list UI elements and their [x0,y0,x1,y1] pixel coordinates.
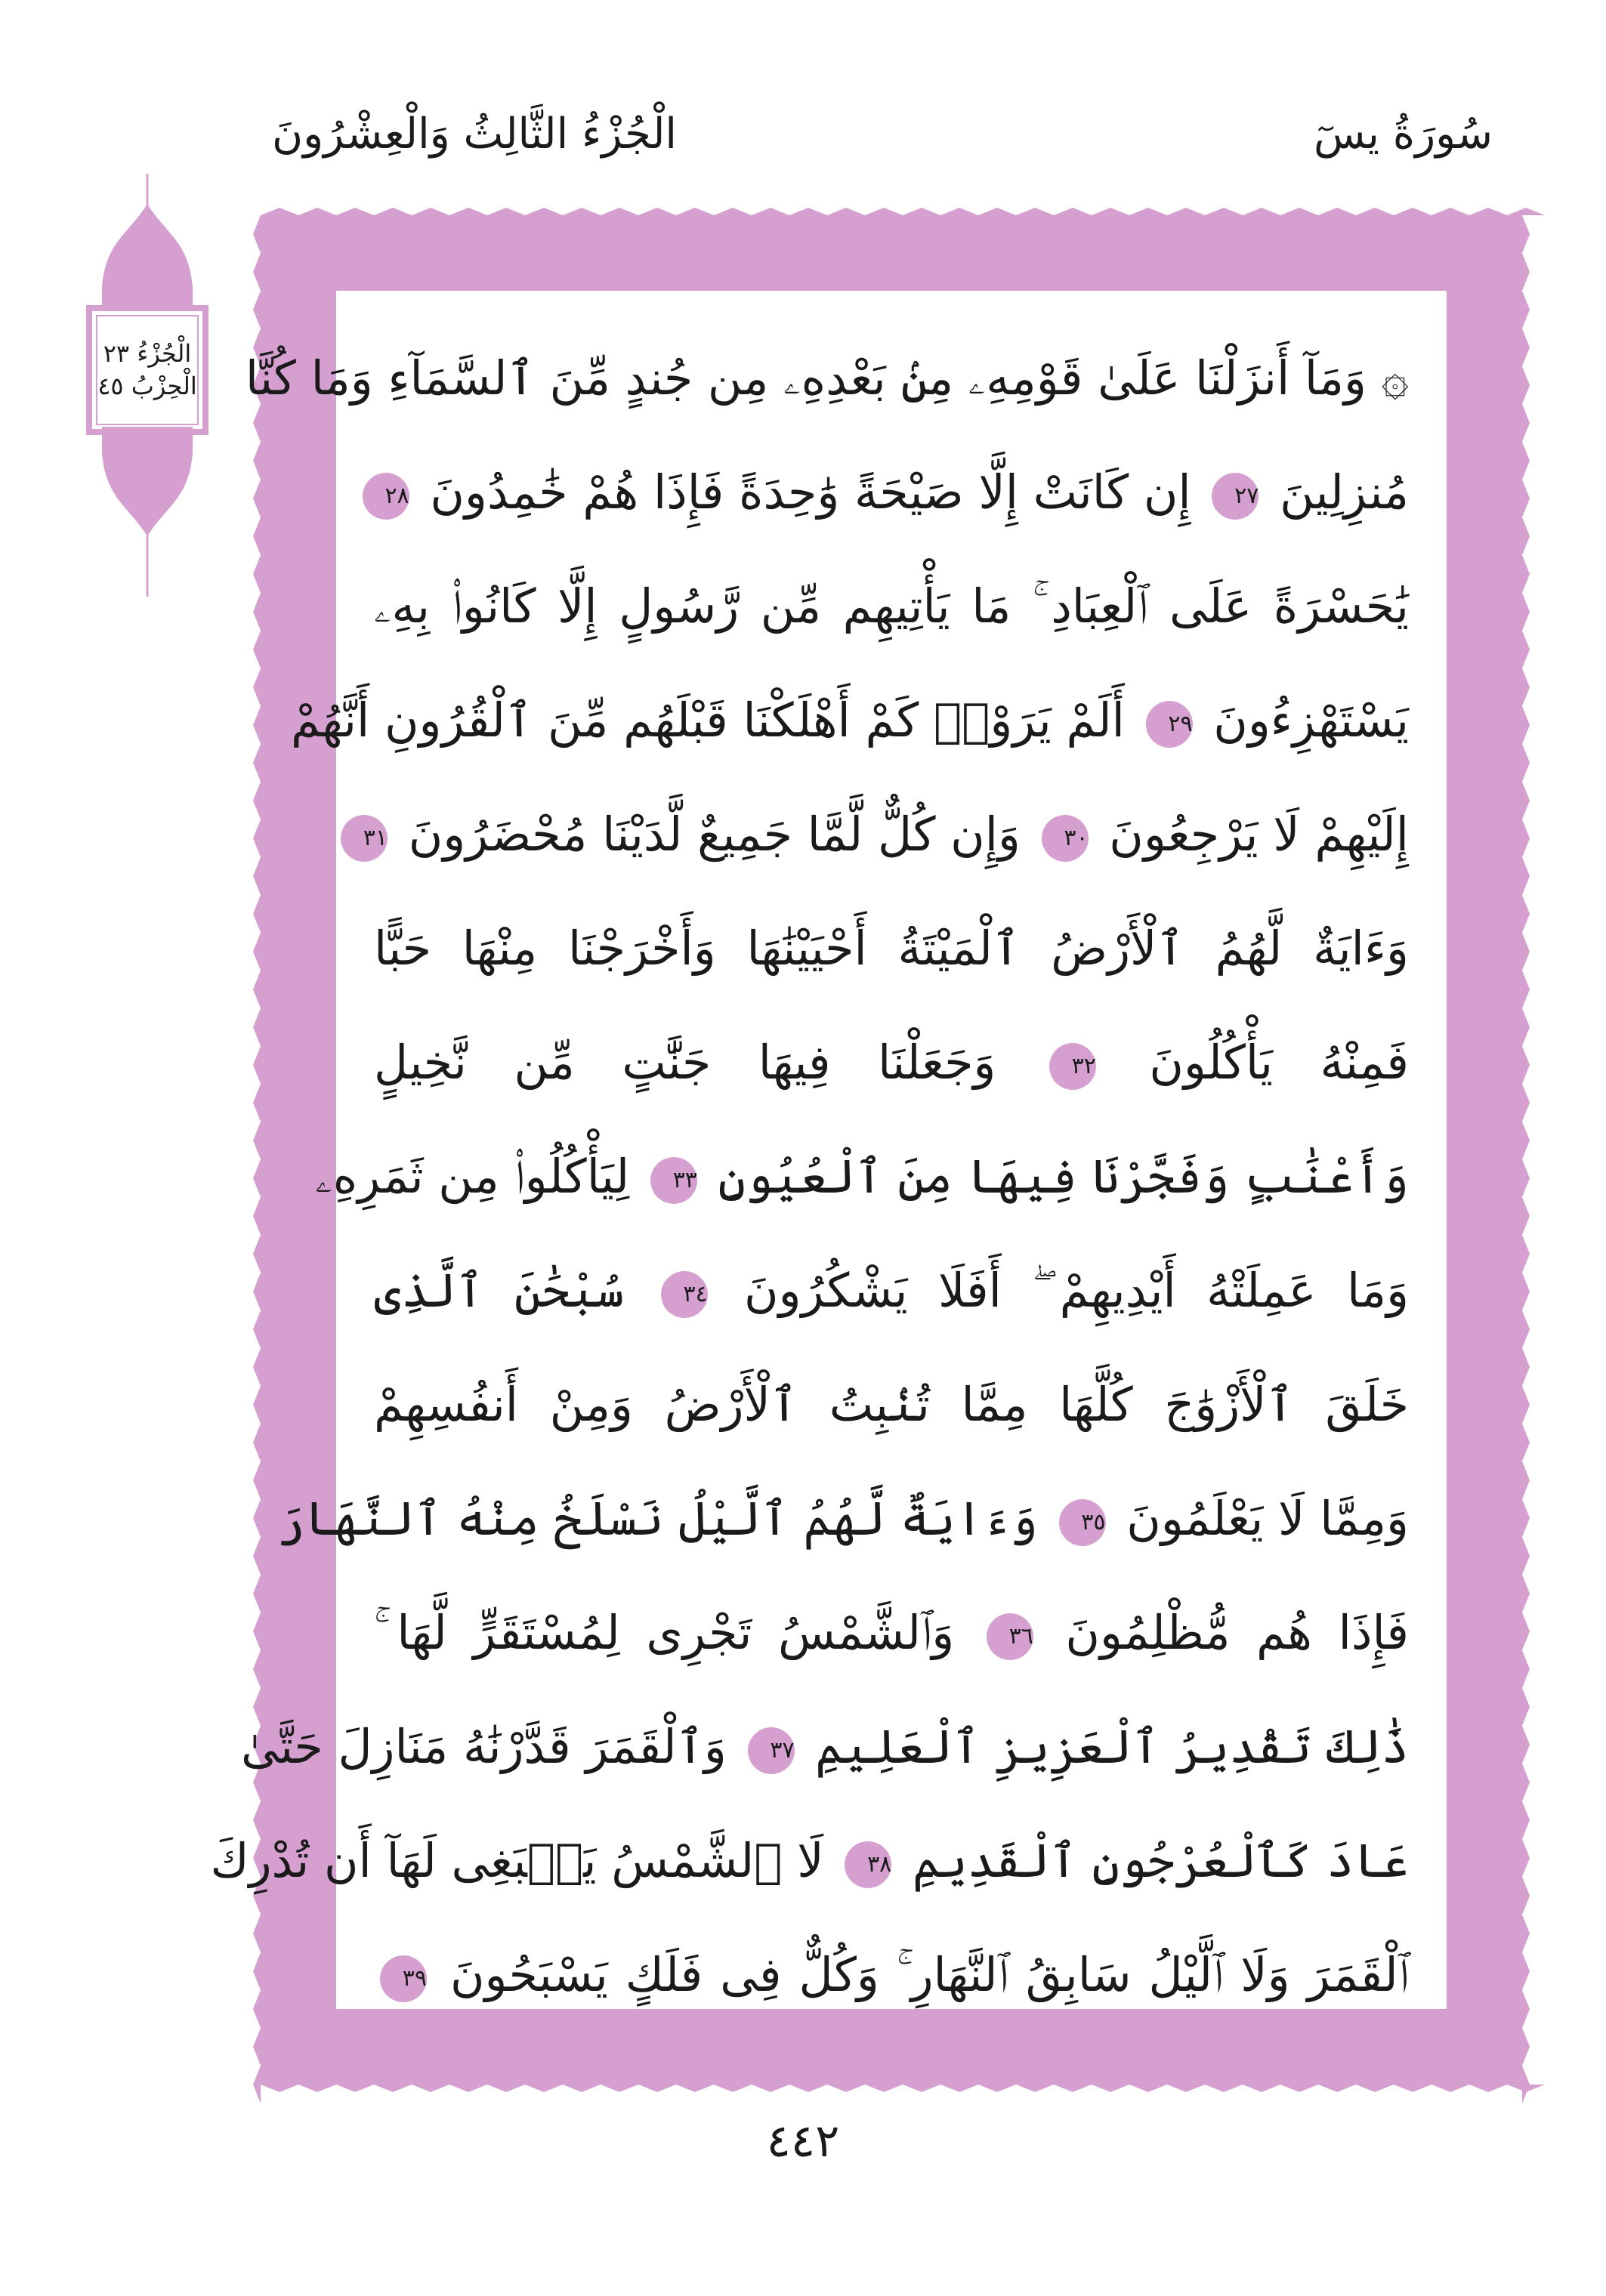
ayah-number-badge: ٣٢ [1049,1043,1096,1090]
juz-label: الْجُزْءُ ٢٣ [103,338,192,368]
ayah-line: فَمِنْهُ يَأْكُلُونَ ٣٢ وَجَعَلْنَا فِيهَا جَنَّٰتٍ مِّن نَّخِيلٍ [374,1035,1409,1090]
page-number: ٤٤٢ [766,2115,840,2168]
ayah-number-badge: ٣٩ [380,1955,427,2002]
ayah-number-badge: ٣٣ [650,1157,697,1204]
juz-marker [83,174,212,597]
ayah-number-badge: ٢٩ [1146,701,1193,748]
ayah-number-badge: ٣٨ [845,1841,891,1888]
ayah-number-badge: ٣٦ [987,1613,1033,1660]
ayah-number-badge: ٣١ [341,815,388,862]
ayah-number-badge: ٣٤ [661,1271,708,1318]
ayah-line: يَٰحَسْرَةً عَلَى ٱلْعِبَادِ ۚ مَا يَأْتِيهِم مِّن رَّسُولٍ إِلَّا كَانُوا۟ بِهِۦ [374,579,1409,634]
ayah-line: وَءَايَةٌ لَّهُمُ ٱلْأَرْضُ ٱلْمَيْتَةُ أَحْيَيْنَٰهَا وَأَخْرَجْنَا مِنْهَا حَبًّا [374,921,1409,976]
ayah-line: خَلَقَ ٱلْأَزْوَٰجَ كُلَّهَا مِمَّا تُنۢبِتُ ٱلْأَرْضُ وَمِنْ أَنفُسِهِمْ [374,1377,1409,1432]
ayah-line: مُنزِلِينَ ٢٧ إِن كَانَتْ إِلَّا صَيْحَةً وَٰحِدَةً فَإِذَا هُمْ خَٰمِدُونَ ٢٨ [374,435,1409,549]
ayah-line: ۞ وَمَآ أَنزَلْنَا عَلَىٰ قَوْمِهِۦ مِنۢ بَعْدِهِۦ مِن جُندٍ مِّنَ ٱلسَّمَآءِ وَمَا كُنَّا [245,350,1409,406]
text-area [210,291,1447,2009]
juz-name: الْجُزْءُ الثَّالِثُ وَالْعِشْرُونَ [272,110,677,159]
ayah-line: وَمِمَّا لَا يَعْلَمُونَ ٣٥ وَءَايَةٌ لَّهُمُ ٱلَّيْلُ نَسْلَخُ مِنْهُ ٱلنَّهَارَ [277,1491,1409,1546]
surah-name: سُورَةُ يسٓ [1313,110,1493,159]
ayah-line: يَسْتَهْزِءُونَ ٢٩ أَلَمْ يَرَوْا۟ كَمْ أَهْلَكْنَا قَبْلَهُم مِّنَ ٱلْقُرُونِ أَنَّهُمْ [290,693,1409,748]
ayah-line: عَادَ كَٱلْعُرْجُونِ ٱلْقَدِيمِ ٣٨ لَا ٱلشَّمْسُ يَنۢبَغِى لَهَآ أَن تُدْرِكَ [210,1833,1409,1888]
ayah-number-badge: ٢٨ [363,473,409,520]
hizb-label: الْحِزْبُ ٤٥ [97,372,197,400]
ayah-line: فَإِذَا هُم مُّظْلِمُونَ ٣٦ وَٱلشَّمْسُ تَجْرِى لِمُسْتَقَرٍّ لَّهَا ۚ [374,1605,1409,1660]
ayah-line: إِلَيْهِمْ لَا يَرْجِعُونَ ٣٠ وَإِن كُلٌّ لَّمَّا جَمِيعٌ لَّدَيْنَا مُحْضَرُونَ ٣١ [374,777,1409,891]
ayah-number-badge: ٣٠ [1042,815,1089,862]
ayah-line: وَمَا عَمِلَتْهُ أَيْدِيهِمْ ۖ أَفَلَا يَشْكُرُونَ ٣٤ سُبْحَٰنَ ٱلَّذِى [374,1263,1410,1318]
ayah-number-badge: ٣٥ [1059,1499,1106,1546]
ayah-line: ٱلْقَمَرَ وَلَا ٱلَّيْلُ سَابِقُ ٱلنَّهَارِ ۚ وَكُلٌّ فِى فَلَكٍ يَسْبَحُونَ ٣٩ [374,1918,1409,2032]
ayah-number-badge: ٣٧ [748,1727,795,1774]
ayah-line: وَأَعْنَٰبٍ وَفَجَّرْنَا فِيهَا مِنَ ٱلْعُيُونِ ٣٣ لِيَأْكُلُوا۟ مِن ثَمَرِهِۦ [315,1149,1409,1204]
ayah-line: ذَٰلِكَ تَقْدِيرُ ٱلْعَزِيزِ ٱلْعَلِيمِ ٣٧ وَٱلْقَمَرَ قَدَّرْنَٰهُ مَنَازِلَ حَتَّىٰ [241,1719,1409,1774]
page-frame [210,208,1530,2092]
ayah-number-badge: ٢٧ [1212,473,1259,520]
